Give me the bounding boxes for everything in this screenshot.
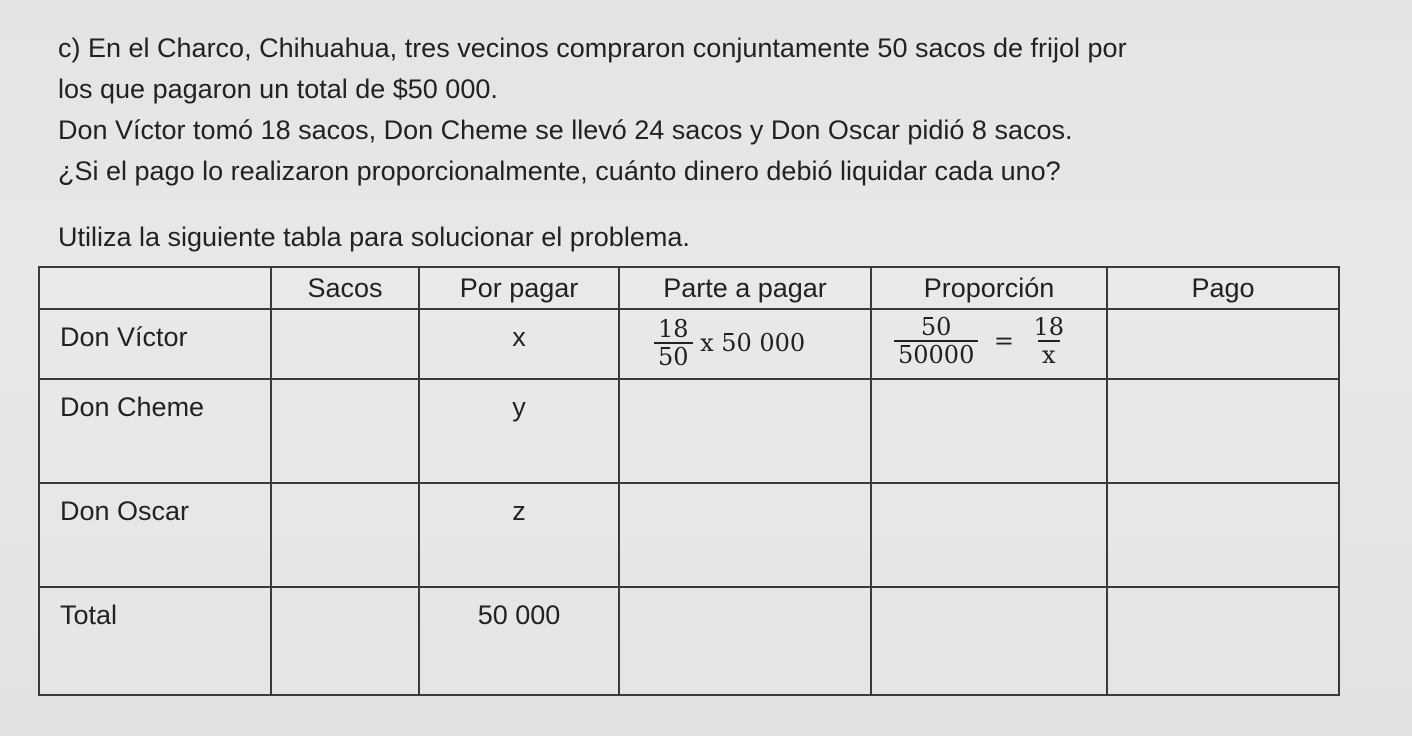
fraction-denominator: x <box>1038 340 1060 368</box>
proporcion-cell[interactable] <box>871 379 1107 483</box>
por-pagar-cell: z <box>419 483 619 587</box>
fraction-denominator: 50000 <box>894 340 978 368</box>
header-pago: Pago <box>1107 267 1339 309</box>
pago-cell[interactable] <box>1107 379 1339 483</box>
proporcion-cell[interactable] <box>871 483 1107 587</box>
table-row <box>39 587 1339 695</box>
proporcion-cell[interactable] <box>871 587 1107 695</box>
fraction-numerator: 18 <box>658 315 689 343</box>
sacos-cell[interactable] <box>271 379 419 483</box>
fraction-numerator: 50 <box>920 313 952 341</box>
header-por-pagar: Por pagar <box>419 267 619 309</box>
row-label: Don Oscar <box>39 483 271 587</box>
fraction <box>654 316 693 370</box>
fraction <box>1030 314 1069 368</box>
pago-cell[interactable] <box>1107 587 1339 695</box>
por-pagar-cell: 50 000 <box>419 587 619 695</box>
por-pagar-cell: x <box>419 309 619 379</box>
row-label: Don Cheme <box>39 379 271 483</box>
header-sacos: Sacos <box>271 267 419 309</box>
table-row <box>39 309 1339 379</box>
equals-sign: = <box>993 327 1014 355</box>
problem-line-3: Don Víctor tomó 18 sacos, Don Cheme se llevó 24 sacos y Don Oscar pidió 8 sacos. <box>58 115 1073 145</box>
row-label: Total <box>39 587 271 695</box>
header-empty <box>39 267 271 309</box>
sacos-cell[interactable] <box>271 587 419 695</box>
fraction <box>894 314 978 368</box>
header-proporcion: Proporción <box>871 267 1107 309</box>
sacos-cell[interactable] <box>271 309 419 379</box>
parte-a-pagar-cell[interactable] <box>619 379 871 483</box>
pago-cell[interactable] <box>1107 309 1339 379</box>
problem-line-4: ¿Si el pago lo realizaron proporcionalmente, cuánto dinero debió liquidar cada uno? <box>58 156 1061 186</box>
problem-text <box>58 28 1388 258</box>
fraction-denominator: 50 <box>654 342 693 370</box>
table-header-row <box>39 267 1339 309</box>
table-row <box>39 379 1339 483</box>
row-label: Don Víctor <box>39 309 271 379</box>
sacos-cell[interactable] <box>271 483 419 587</box>
proportion-table <box>38 266 1340 696</box>
problem-line-1: c) En el Charco, Chihuahua, tres vecinos compraron conjuntamente 50 sacos de frijol por <box>58 33 1127 63</box>
proporcion-cell <box>871 309 1107 379</box>
instruction-line: Utiliza la siguiente tabla para solucionar el problema. <box>58 222 690 252</box>
por-pagar-cell: y <box>419 379 619 483</box>
parte-a-pagar-cell <box>619 309 871 379</box>
parte-a-pagar-cell[interactable] <box>619 587 871 695</box>
parte-a-pagar-cell[interactable] <box>619 483 871 587</box>
multiplication-term: x 50 000 <box>700 329 806 357</box>
problem-line-2: los que pagaron un total de $50 000. <box>58 74 498 104</box>
header-parte-a-pagar: Parte a pagar <box>619 267 871 309</box>
pago-cell[interactable] <box>1107 483 1339 587</box>
fraction-numerator: 18 <box>1033 313 1065 341</box>
table-row <box>39 483 1339 587</box>
